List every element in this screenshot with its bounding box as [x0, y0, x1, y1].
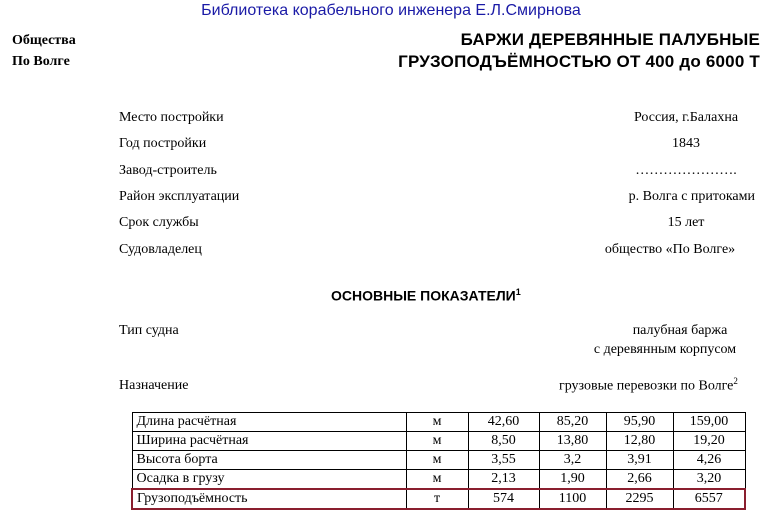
section-heading: [331, 287, 521, 304]
row-value: 3,2: [539, 451, 606, 470]
row-value: 4,26: [673, 451, 745, 470]
info-value-region: р. Волга с притоками: [628, 189, 755, 204]
table-row: [132, 432, 745, 451]
section-footnote-mark: 1: [515, 287, 521, 297]
society-name-line2: По Волге: [12, 54, 70, 69]
info-value-build-year: 1843: [672, 136, 700, 151]
row-value: 13,80: [539, 432, 606, 451]
table-row-capacity: [132, 489, 745, 509]
row-name: Длина расчётная: [132, 413, 406, 432]
row-value: 85,20: [539, 413, 606, 432]
info-label-service-life: Срок службы: [119, 215, 199, 230]
specs-table: [131, 412, 746, 510]
row-unit: м: [406, 470, 468, 490]
row-name: Высота борта: [132, 451, 406, 470]
row-value: 95,90: [606, 413, 673, 432]
table-row: [132, 413, 745, 432]
table-row: [132, 470, 745, 490]
row-name: Грузоподъёмность: [132, 489, 406, 509]
row-value: 3,91: [606, 451, 673, 470]
purpose-footnote-mark: 2: [733, 376, 738, 386]
section-heading-text: ОСНОВНЫЕ ПОКАЗАТЕЛИ: [331, 287, 516, 304]
row-value: 19,20: [673, 432, 745, 451]
info-value-builder: ………………….: [635, 163, 737, 178]
row-value: 2,13: [468, 470, 539, 490]
row-unit: м: [406, 451, 468, 470]
row-value: 574: [468, 489, 539, 509]
row-value: 3,55: [468, 451, 539, 470]
row-value: 6557: [673, 489, 745, 509]
vessel-type-label: Тип судна: [119, 323, 179, 338]
row-name: Осадка в грузу: [132, 470, 406, 490]
row-name: Ширина расчётная: [132, 432, 406, 451]
row-value: 2,66: [606, 470, 673, 490]
row-value: 2295: [606, 489, 673, 509]
document-title-line2: ГРУЗОПОДЪЁМНОСТЬЮ ОТ 400 до 6000 Т: [398, 52, 760, 71]
row-unit: т: [406, 489, 468, 509]
row-value: 1,90: [539, 470, 606, 490]
row-value: 42,60: [468, 413, 539, 432]
library-title: Библиотека корабельного инженера Е.Л.Смирнова: [201, 2, 581, 19]
info-value-service-life: 15 лет: [667, 215, 705, 230]
info-value-owner: общество «По Волге»: [604, 242, 736, 257]
society-name-line1: Общества: [12, 33, 76, 48]
row-unit: м: [406, 413, 468, 432]
info-label-region: Район эксплуатации: [119, 189, 240, 204]
row-value: 1100: [539, 489, 606, 509]
table-row: [132, 451, 745, 470]
purpose-label: Назначение: [119, 378, 189, 393]
purpose-value: [559, 376, 738, 395]
row-value: 8,50: [468, 432, 539, 451]
row-unit: м: [406, 432, 468, 451]
info-label-owner: Судовладелец: [119, 242, 202, 257]
row-value: 12,80: [606, 432, 673, 451]
info-label-builder: Завод-строитель: [119, 163, 217, 178]
purpose-value-text: грузовые перевозки по Волге: [559, 378, 734, 394]
document-title-line1: БАРЖИ ДЕРЕВЯННЫЕ ПАЛУБНЫЕ: [460, 30, 760, 49]
vessel-type-value-line1: палубная баржа: [632, 323, 728, 338]
row-value: 3,20: [673, 470, 745, 490]
info-value-build-place: Россия, г.Балахна: [633, 110, 739, 125]
info-label-build-year: Год постройки: [119, 136, 207, 151]
row-value: 159,00: [673, 413, 745, 432]
info-label-build-place: Место постройки: [119, 110, 224, 125]
vessel-type-value-line2: с деревянным корпусом: [593, 342, 737, 357]
